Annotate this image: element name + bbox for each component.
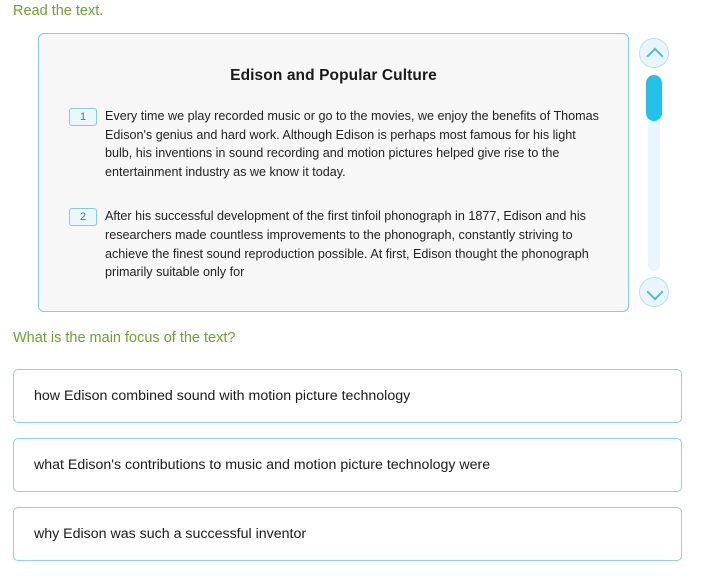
passage-paragraph [61, 207, 606, 281]
passage-paragraph [61, 107, 606, 181]
scroll-up-button[interactable] [639, 38, 669, 68]
instruction-text: Read the text. [13, 3, 104, 19]
passage-scrollbar[interactable] [637, 33, 671, 312]
chevron-up-icon [647, 48, 664, 65]
passage-region [38, 33, 631, 314]
answer-choice[interactable]: why Edison was such a successful inventor [13, 507, 682, 561]
answer-choices [13, 369, 682, 576]
scrollbar-thumb[interactable] [646, 75, 662, 121]
paragraph-number: 1 [69, 108, 97, 126]
passage-title: Edison and Popular Culture [230, 67, 437, 84]
answer-choice[interactable]: what Edison's contributions to music and motion picture technology were [13, 438, 682, 492]
paragraph-text: Every time we play recorded music or go to the movies, we enjoy the benefits of Thomas Edison's genius and hard work. Although Edison is perhaps most famous for his light bulb, his inventions in sound recording and motion pictures helped give rise to the entertainment industry as we know it today. [105, 109, 599, 179]
paragraph-number: 2 [69, 208, 97, 226]
chevron-down-icon [647, 284, 664, 301]
question-text: What is the main focus of the text? [13, 330, 236, 346]
answer-choice[interactable]: how Edison combined sound with motion picture technology [13, 369, 682, 423]
scroll-down-button[interactable] [639, 277, 669, 307]
passage-box [38, 33, 629, 312]
paragraph-text: After his successful development of the first tinfoil phonograph in 1877, Edison and his researchers made countless improvements to the phonograph, constantly striving to achieve the finest sound reproduction possible. At first, Edison thought the phonograph primarily suitable only for [105, 209, 589, 280]
